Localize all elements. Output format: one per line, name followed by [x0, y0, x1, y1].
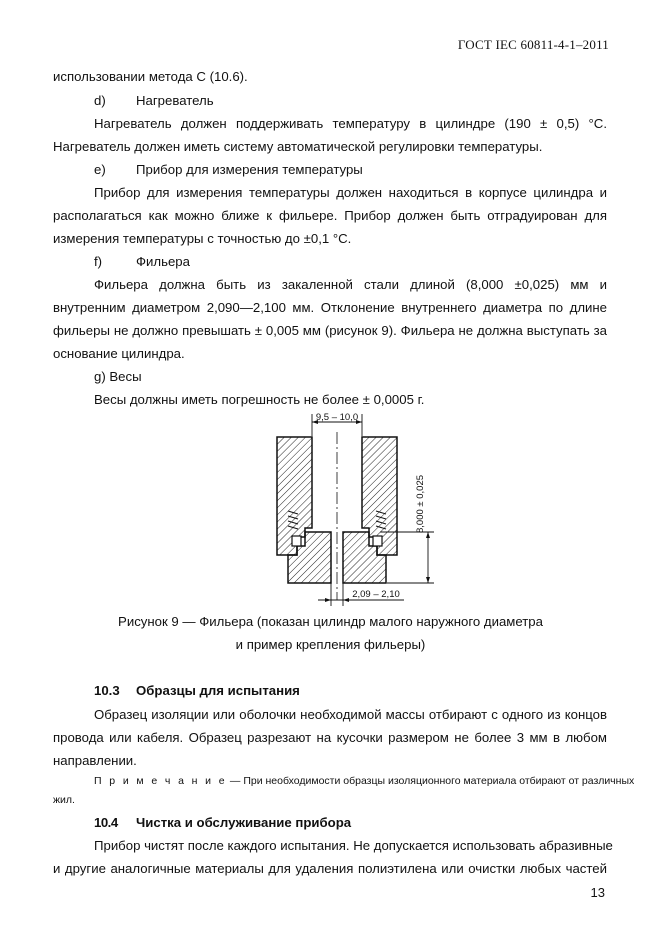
text-line: внутренним диаметром 2,090—2,100 мм. Отклонение внутреннего диаметра по длине: [53, 300, 607, 315]
text-line: Нагреватель должен иметь систему автоматической регулировки температуры.: [53, 139, 543, 154]
figure-caption-line-1: Рисунок 9 — Фильера (показан цилиндр малого наружного диаметра: [118, 614, 543, 629]
text-line: Нагреватель должен поддерживать температуру в цилиндре (190 ± 0,5) °С.: [94, 116, 607, 131]
gasket-left: [292, 536, 301, 546]
dimension-side-label: 8,000 ± 0,025: [415, 474, 426, 534]
item-title-heater: Нагреватель: [136, 93, 214, 108]
document-header: ГОСТ IEC 60811-4-1–2011: [457, 37, 609, 52]
note-line: [94, 776, 634, 787]
item-label-d: d): [94, 93, 106, 108]
item-label-f: f): [94, 254, 103, 269]
text-line: провода или кабеля. Образец разрезают на кусочки размером не более 3 мм в любом: [53, 730, 607, 745]
section-number-10-3: 10.3: [94, 683, 120, 698]
section-title-10-3: Образцы для испытания: [136, 683, 300, 698]
gasket-right: [373, 536, 382, 546]
text-line: Прибор для измерения температуры должен находиться в корпусе цилиндра и: [94, 185, 607, 200]
dimension-bottom-label: 2,09 – 2,10: [352, 589, 400, 600]
text-line: направлении.: [53, 753, 137, 768]
text-line: Фильера должна быть из закаленной стали длиной (8,000 ±0,025) мм и: [94, 277, 607, 292]
note-text: — При необходимости образцы изоляционного материала отбирают от различных: [226, 775, 635, 787]
text-line: основание цилиндра.: [53, 346, 185, 361]
text-line: измерения температуры с точностью до ±0,1 °С.: [53, 231, 352, 246]
figure-caption-line-2: и пример крепления фильеры): [235, 637, 426, 652]
section-number-10-4: 10.4: [94, 815, 118, 830]
dimension-top-label: 9,5 – 10,0: [315, 412, 359, 423]
text-line: использовании метода С (10.6).: [53, 69, 248, 84]
note-line-2: жил.: [53, 794, 75, 806]
text-line: Прибор чистят после каждого испытания. Не допускается использовать абразивные: [94, 838, 613, 853]
note-label: П р и м е ч а н и е: [94, 775, 227, 787]
item-label-e: e): [94, 162, 106, 177]
item-title-die: Фильера: [136, 254, 190, 269]
text-line: располагаться как можно ближе к фильере. Прибор должен быть отградуирован для: [53, 208, 607, 223]
text-line: фильеры не должно превышать ± 0,005 мм (рисунок 9). Фильера не должна выступать за: [53, 323, 607, 338]
text-line: Образец изоляции или оболочки необходимой массы отбирают с одного из концов: [94, 707, 607, 722]
die-drawing: [0, 410, 661, 610]
text-line: и другие аналогичные материалы для удаления полиэтилена или очистки любых частей: [53, 861, 607, 876]
item-title-scales: g) Весы: [94, 369, 142, 384]
page-number: 13: [590, 885, 605, 900]
text-line: Весы должны иметь погрешность не более ± 0,0005 г.: [94, 392, 425, 407]
item-title-thermometer: Прибор для измерения температуры: [136, 162, 363, 177]
section-title-10-4: Чистка и обслуживание прибора: [136, 815, 352, 830]
